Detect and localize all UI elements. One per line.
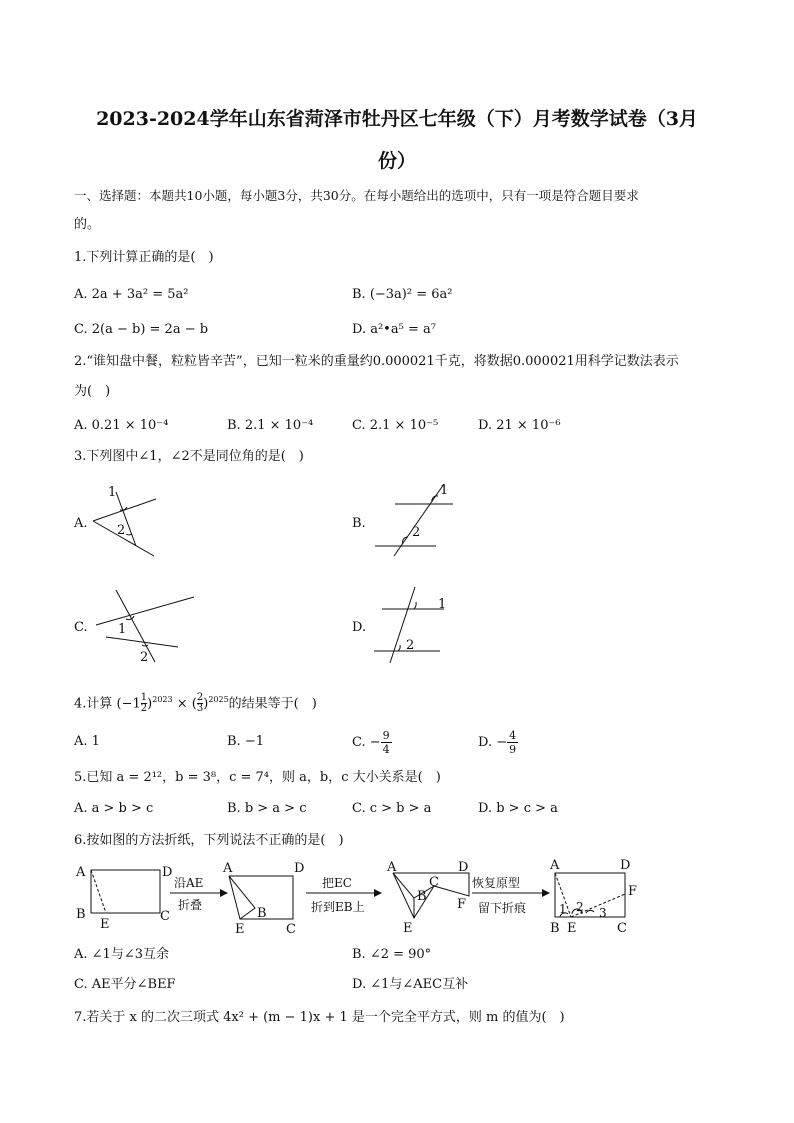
section-heading: 一、选择题：本题共10小题，每小题3分，共30分。在每小题给出的选项中，只有一项是符合题目要求 (74, 188, 639, 203)
q4-option-d-label: D. − (478, 735, 508, 750)
step3-top: 恢复原型 (472, 876, 521, 890)
q5-stem: 5.已知 a = 2¹²，b = 3⁸，c = 7⁴，则 a，b，c 大小关系是( ) (74, 770, 441, 785)
q4-exp1: 2023 (152, 695, 173, 704)
p4-label-2: 2 (576, 900, 584, 914)
q3d-label-1: 1 (438, 597, 447, 612)
q4-option-b[interactable]: B. −1 (227, 734, 264, 749)
step1-top: 沿AE (174, 876, 204, 890)
q4-stem: 4.计算 (−1 $\frac{1}{2}$ )$^{2023}$ × ( $\frac{2}{3}$ )$^{2025}$的结果等于( ) (74, 692, 317, 715)
p4-label-1: 1 (559, 902, 567, 916)
q2-option-c[interactable]: C. 2.1 × 10⁻⁵ (352, 418, 439, 433)
q7-stem: 7.若关于 x 的二次三项式 4x² + (m − 1)x + 1 是一个完全平方式，则 m 的值为( ) (74, 1010, 565, 1025)
p4-label-a: A (550, 858, 560, 873)
q4-d-num: 4 (509, 729, 517, 742)
q2-stem: 2.“谁知盘中餐，粒粒皆辛苦”，已知一粒米的重量约0.000021千克，将数据0.000021用科学记数法表示 (74, 354, 679, 369)
step2-bot: 折到EB上 (311, 900, 365, 914)
p1-label-d: D (162, 865, 173, 880)
p1-label-e: E (100, 917, 110, 932)
q3-option-a[interactable]: A. (74, 516, 88, 531)
q4-exp2: 2025 (208, 695, 229, 704)
q1-option-c[interactable]: C. 2(a − b) = 2a − b (74, 322, 209, 337)
q3b-label-2: 2 (412, 525, 421, 540)
q4-frac1-num: 1 (140, 692, 148, 704)
q4-d-den: 9 (509, 743, 517, 756)
q2-option-b[interactable]: B. 2.1 × 10⁻⁴ (227, 418, 314, 433)
q6-option-b[interactable]: B. ∠2 = 90° (352, 947, 432, 962)
p2-label-e: E (235, 922, 245, 937)
p3-label-f: F (457, 897, 467, 912)
q6-option-c[interactable]: C. AE平分∠BEF (74, 977, 176, 992)
q3-option-c[interactable]: C. (74, 620, 88, 635)
q3a-label-2: 2 (117, 523, 126, 538)
q3-figure-c (90, 585, 200, 665)
q6-stem: 6.按如图的方法折纸，下列说法不正确的是( ) (74, 833, 344, 848)
q3c-label-2: 2 (140, 650, 149, 665)
p4-label-3: 3 (599, 906, 607, 920)
q3-figure-a (90, 484, 170, 564)
q3-figure-b (370, 480, 460, 560)
p2-label-a: A (223, 861, 233, 876)
p3-label-a: A (387, 860, 397, 875)
q3c-label-1: 1 (118, 622, 127, 637)
p4-label-c: C (617, 921, 627, 936)
q4-c-num: 9 (382, 729, 390, 742)
p4-label-d: D (620, 858, 631, 873)
p3-label-c: C (429, 875, 439, 890)
p1-label-c: C (160, 909, 170, 924)
p3-label-d: D (458, 860, 469, 875)
q4-c-den: 4 (382, 743, 390, 756)
p2-label-b: B (257, 906, 267, 921)
q1-option-b[interactable]: B. (−3a)² = 6a² (352, 287, 453, 302)
step3-bot: 留下折痕 (478, 901, 527, 915)
p1-label-b: B (76, 907, 86, 922)
q3-option-b[interactable]: B. (352, 516, 366, 531)
q2-option-d[interactable]: D. 21 × 10⁻⁶ (478, 418, 561, 433)
section-heading-cont: 的。 (74, 217, 101, 232)
q4-frac2-den: 3 (196, 703, 204, 715)
q3b-label-1: 1 (440, 483, 449, 498)
q3-option-d[interactable]: D. (352, 620, 367, 635)
q5-option-d[interactable]: D. b > c > a (478, 801, 558, 816)
p3-label-e: E (403, 921, 413, 936)
exam-title-line2: 份） (377, 150, 416, 172)
q4-times: × (176, 696, 188, 712)
p4-label-f: F (628, 884, 638, 899)
q4-option-c-label: C. − (352, 735, 381, 750)
p3-label-b: B (417, 889, 427, 904)
q3d-label-2: 2 (406, 638, 415, 653)
q3-figure-d (370, 585, 460, 665)
q3a-label-1: 1 (108, 485, 117, 500)
p4-label-b: B (550, 921, 560, 936)
q5-option-c[interactable]: C. c > b > a (352, 801, 432, 816)
q5-option-a[interactable]: A. a > b > c (74, 801, 154, 816)
q4-frac1-den: 2 (140, 703, 148, 715)
q6-option-a[interactable]: A. ∠1与∠3互余 (74, 947, 169, 962)
q4-frac2-num: 2 (196, 692, 204, 704)
q4-option-d[interactable] (478, 726, 518, 760)
p2-label-c: C (286, 922, 296, 937)
q4-option-a[interactable]: A. 1 (74, 734, 100, 749)
q6-option-d[interactable]: D. ∠1与∠AEC互补 (352, 977, 469, 992)
p1-label-a: A (76, 865, 86, 880)
q1-option-a[interactable]: A. 2a + 3a² = 5a² (74, 287, 189, 302)
q5-option-b[interactable]: B. b > a > c (227, 801, 307, 816)
q2-option-a[interactable]: A. 0.21 × 10⁻⁴ (74, 418, 169, 433)
p2-label-d: D (294, 861, 305, 876)
q4-option-c[interactable] (352, 726, 392, 760)
step2-top: 把EC (322, 876, 352, 890)
p4-label-e: E (567, 921, 577, 936)
q1-option-d[interactable]: D. a²•a⁵ = a⁷ (352, 322, 436, 337)
q4-stem-start: 4.计算 (−1 (74, 696, 141, 712)
q6-folding-figure (74, 856, 638, 938)
q2-stem-cont: 为( ) (74, 384, 111, 399)
q1-stem: 1.下列计算正确的是( ) (74, 250, 214, 265)
q4-stem-end: 的结果等于( ) (228, 696, 317, 712)
q3-stem: 3.下列图中∠1，∠2不是同位角的是( ) (74, 449, 304, 464)
step1-bot: 折叠 (178, 898, 203, 912)
exam-title-line1: 2023-2024学年山东省菏泽市牡丹区七年级（下）月考数学试卷（3月 (96, 108, 698, 130)
